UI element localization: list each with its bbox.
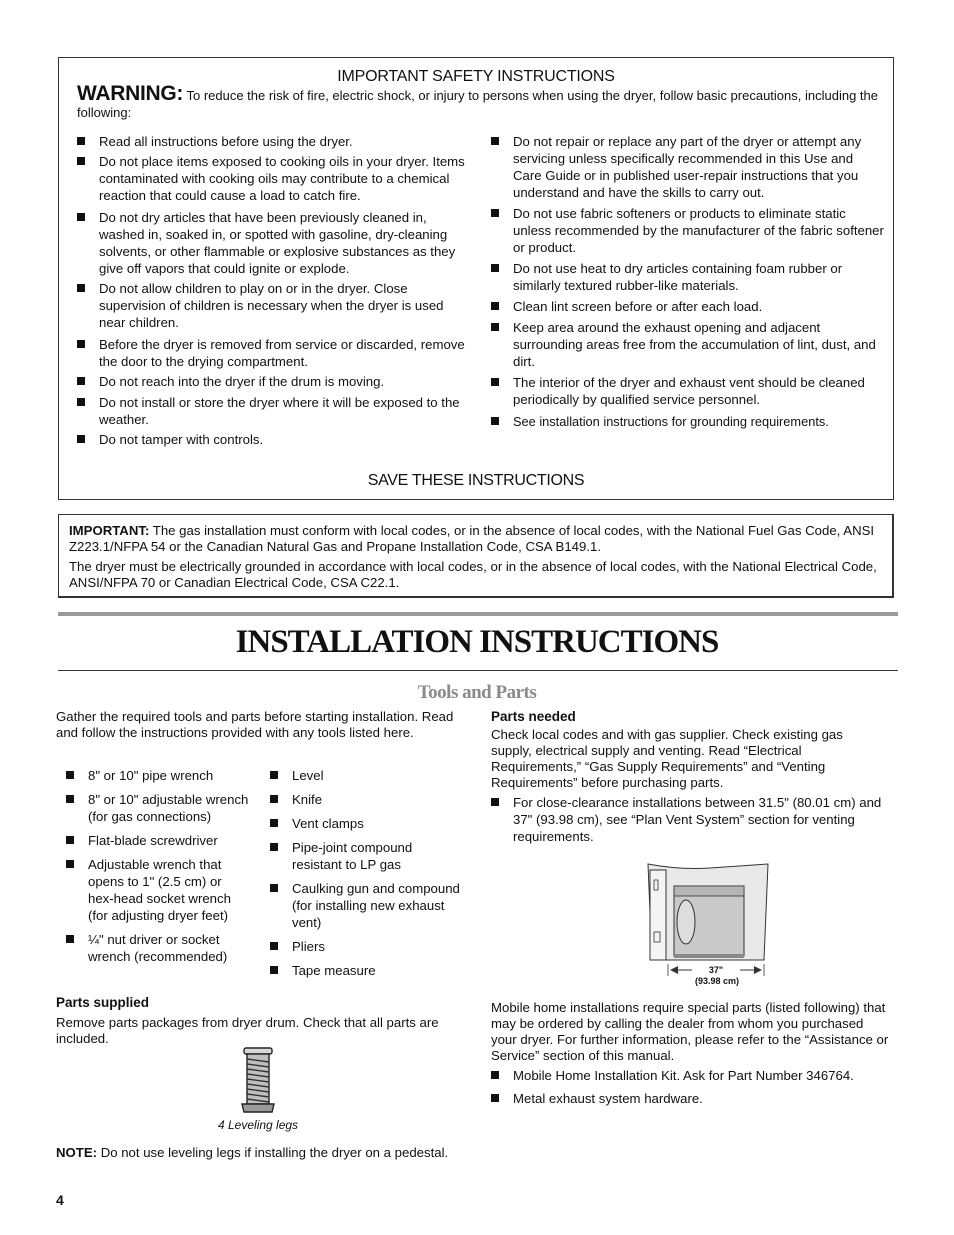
parts-supplied-text: Remove parts packages from dryer drum. Check that all parts are included. bbox=[56, 1015, 439, 1046]
note-paragraph: NOTE: Do not use leveling legs if installing the dryer on a pedestal. bbox=[56, 1145, 449, 1160]
list-item: Tape measure bbox=[270, 962, 460, 979]
list-item: Caulking gun and compound (for installing new exhaust vent) bbox=[270, 880, 460, 931]
mobile-home-list bbox=[491, 1067, 893, 1107]
parts-needed-text: Check local codes and with gas supplier. Check existing gas supply, electrical supply and venting. Read “Electrical Requirements,” “Gas Supply Requirements” and “Venting Requirements” before purchasing parts. bbox=[491, 727, 843, 790]
list-item: Do not use fabric softeners or products to eliminate static unless recommended by the manufacturer of the fabric softener or product. bbox=[491, 205, 885, 256]
list-item: 8" or 10" pipe wrench bbox=[66, 767, 250, 784]
list-item: ¼" nut driver or socket wrench (recommended) bbox=[66, 931, 250, 965]
bullet-icon bbox=[66, 771, 74, 779]
important-paragraph-2: The dryer must be electrically grounded in accordance with local codes, or in the absence of local codes, with the National Electrical Code, ANSI/NFPA 70 or Canadian Electrical Code, CSA C22.1. bbox=[69, 559, 877, 590]
dimension-cm: (93.98 cm) bbox=[694, 976, 740, 986]
list-item: For close-clearance installations between 31.5" (80.01 cm) and 37" (93.98 cm), see “Plan Vent System” section for venting requirements. bbox=[491, 794, 893, 845]
list-item: Before the dryer is removed from service or discarded, remove the door to the drying compartment. bbox=[77, 336, 469, 370]
list-item: Knife bbox=[270, 791, 460, 808]
list-item: Pipe-joint compound resistant to LP gas bbox=[270, 839, 460, 873]
bullet-icon bbox=[270, 771, 278, 779]
warning-text: To reduce the risk of fire, electric shock, or injury to persons when using the dryer, follow basic precautions, including the following: bbox=[77, 88, 878, 120]
important-notice-box bbox=[58, 514, 894, 598]
parts-needed-list bbox=[491, 794, 893, 845]
list-item: Pliers bbox=[270, 938, 460, 955]
important-paragraph-1: IMPORTANT: The gas installation must conform with local codes, or in the absence of local codes, with the National Fuel Gas Code, ANSI Z223.1/NFPA 54 or the Canadian Natural Gas and Propane Installation Code, CSA B149.1. bbox=[69, 523, 875, 554]
list-item: Do not place items exposed to cooking oils in your dryer. Items contaminated with cooking oils may contribute to a chemical reaction that could cause a load to catch fire. bbox=[77, 153, 469, 204]
bullet-icon bbox=[66, 935, 74, 943]
bullet-icon bbox=[66, 860, 74, 868]
title-rule bbox=[58, 670, 898, 671]
list-item: Mobile Home Installation Kit. Ask for Part Number 346764. bbox=[491, 1067, 893, 1084]
dimension-inches: 37" bbox=[708, 965, 724, 975]
bullet-icon bbox=[491, 1071, 499, 1079]
bullet-icon bbox=[270, 942, 278, 950]
bullet-icon bbox=[77, 340, 85, 348]
list-item: Flat-blade screwdriver bbox=[66, 832, 250, 849]
bullet-icon bbox=[270, 966, 278, 974]
list-item: Read all instructions before using the dryer. bbox=[77, 133, 469, 150]
tools-list-right bbox=[270, 767, 460, 986]
bullet-icon bbox=[77, 435, 85, 443]
bullet-icon bbox=[270, 819, 278, 827]
bullet-icon bbox=[270, 843, 278, 851]
list-item: Adjustable wrench that opens to 1" (2.5 cm) or hex-head socket wrench (for adjusting dryer feet) bbox=[66, 856, 250, 924]
note-label: NOTE: bbox=[56, 1145, 98, 1160]
bullet-icon bbox=[77, 284, 85, 292]
bullet-icon bbox=[491, 323, 499, 331]
bullet-icon bbox=[77, 137, 85, 145]
page-title: INSTALLATION INSTRUCTIONS bbox=[235, 624, 719, 660]
list-item: Do not allow children to play on or in the dryer. Close supervision of children is necessary when the dryer is used near children. bbox=[77, 280, 469, 331]
bullet-icon bbox=[491, 137, 499, 145]
bullet-icon bbox=[77, 377, 85, 385]
tools-list-left bbox=[66, 767, 250, 972]
list-item: Do not reach into the dryer if the drum is moving. bbox=[77, 373, 469, 390]
list-item: Do not repair or replace any part of the dryer or attempt any servicing unless specifically recommended in this Use and Care Guide or in published user-repair instructions that you understand and have the skills to carry out. bbox=[491, 133, 885, 201]
list-item: Keep area around the exhaust opening and adjacent surrounding areas free from the accumulation of lint, dust, and dirt. bbox=[491, 319, 885, 370]
bullet-icon bbox=[491, 302, 499, 310]
list-item: Do not install or store the dryer where it will be exposed to the weather. bbox=[77, 394, 469, 428]
warning-paragraph bbox=[77, 82, 879, 121]
safety-instructions-box bbox=[58, 57, 894, 500]
section-title: Tools and Parts bbox=[417, 682, 537, 703]
bullet-icon bbox=[491, 378, 499, 386]
list-item: The interior of the dryer and exhaust vent should be cleaned periodically by qualified service personnel. bbox=[491, 374, 885, 408]
parts-needed-heading: Parts needed bbox=[491, 709, 576, 724]
leg-caption: 4 Leveling legs bbox=[218, 1118, 299, 1132]
important-label: IMPORTANT: bbox=[69, 523, 150, 538]
bullet-icon bbox=[491, 209, 499, 217]
bullet-icon bbox=[270, 795, 278, 803]
bullet-icon bbox=[491, 798, 499, 806]
list-item: Do not tamper with controls. bbox=[77, 431, 469, 448]
safety-list-left bbox=[77, 133, 469, 448]
bullet-icon bbox=[66, 795, 74, 803]
section-divider bbox=[58, 612, 898, 616]
parts-supplied-heading: Parts supplied bbox=[56, 995, 150, 1010]
safety-title: IMPORTANT SAFETY INSTRUCTIONS bbox=[337, 68, 615, 85]
list-item: Metal exhaust system hardware. bbox=[491, 1090, 893, 1107]
bullet-icon bbox=[77, 213, 85, 221]
list-item: Vent clamps bbox=[270, 815, 460, 832]
list-item: Do not use heat to dry articles containing foam rubber or similarly textured rubber-like materials. bbox=[491, 260, 885, 294]
list-item: Clean lint screen before or after each load. bbox=[491, 298, 885, 315]
bullet-icon bbox=[77, 157, 85, 165]
bullet-icon bbox=[491, 1094, 499, 1102]
safety-list-right bbox=[491, 133, 885, 430]
page-number: 4 bbox=[56, 1192, 64, 1208]
tools-intro: Gather the required tools and parts before starting installation. Read and follow the instructions provided with any tools listed here. bbox=[56, 709, 454, 740]
warning-label: WARNING: bbox=[77, 82, 184, 105]
list-item: Do not dry articles that have been previously cleaned in, washed in, soaked in, or spotted with gasoline, dry-cleaning solvents, or other flammable or explosive substances as they give off vapors that could ignite or explode. bbox=[77, 209, 469, 277]
bullet-icon bbox=[491, 264, 499, 272]
list-item: See installation instructions for grounding requirements. bbox=[491, 413, 885, 430]
save-instructions-title: SAVE THESE INSTRUCTIONS bbox=[367, 472, 585, 489]
list-item: 8" or 10" adjustable wrench (for gas connections) bbox=[66, 791, 250, 825]
list-item: Level bbox=[270, 767, 460, 784]
mobile-home-text: Mobile home installations require special parts (listed following) that may be ordered by calling the dealer from whom you purchased your dryer. For further information, please refer to the “Assistance or Service” section of this manual. bbox=[491, 1000, 889, 1063]
bullet-icon bbox=[77, 398, 85, 406]
bullet-icon bbox=[66, 836, 74, 844]
leveling-leg-icon bbox=[238, 1046, 278, 1116]
bullet-icon bbox=[491, 417, 499, 425]
bullet-icon bbox=[270, 884, 278, 892]
